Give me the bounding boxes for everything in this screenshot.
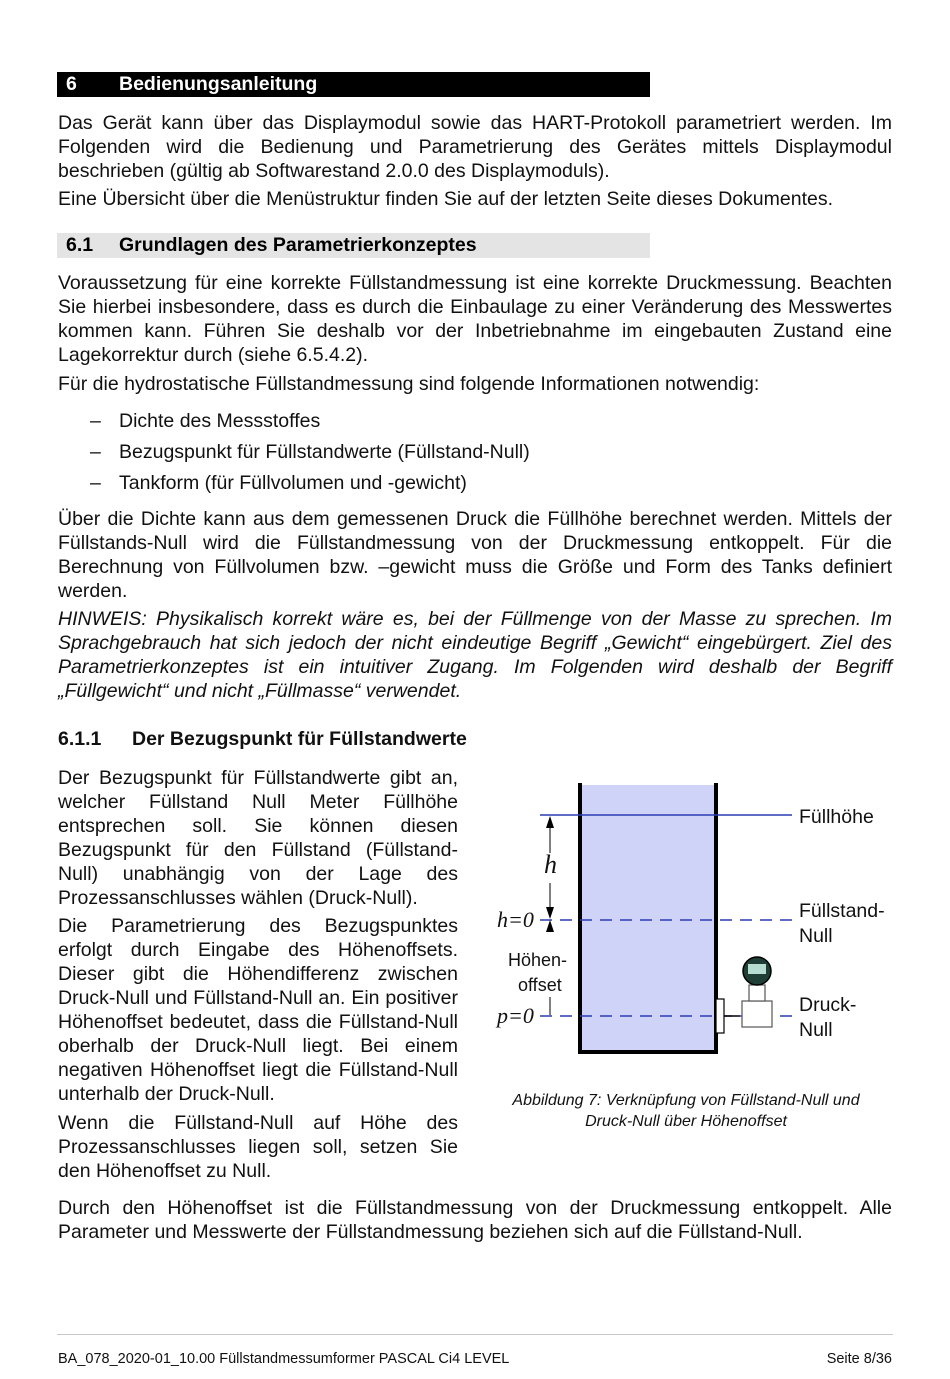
- transmitter-body: [742, 1001, 772, 1027]
- footer-page-number: Seite 8/36: [826, 1351, 892, 1367]
- label-h: h: [544, 850, 557, 879]
- bezugspunkt-paragraph-3: Wenn die Füllstand-Null auf Höhe des Prozessanschlusses liegen soll, setzen Sie den Höhenoffset zu Null.: [58, 1112, 458, 1182]
- bullet-dash: –: [90, 441, 101, 463]
- figure-caption-line-2: Druck-Null über Höhenoffset: [585, 1113, 787, 1130]
- grundlagen-paragraph-3: Über die Dichte kann aus dem gemessenen Druck die Füllhöhe berechnet werden. Mittels der Füllstands-Null wird die Füllstandmessung von der Druckmessung entkoppelt. Für die Berechnung von Füllvolumen bzw. –gewicht muss die Größe und Form des Tanks definiert werden.: [58, 508, 892, 602]
- bezugspunkt-paragraph-2: Die Parametrierung des Bezugspunktes erfolgt durch Eingabe des Höhenoffsets. Dieser gibt die Höhendifferenz zwischen Druck-Null und Füllstand-Null an. Ein positiver Höhenoffset bedeutet, dass die Füllstand-Null oberhalb der Druck-Null liegt. Bei einem negativen Höhenoffset liegt die Füllstand-Null unterhalb der Druck-Null.: [58, 915, 458, 1105]
- tank-liquid: [582, 785, 714, 1051]
- transmitter-neck: [749, 985, 765, 1001]
- label-hoehenoffset-2: offset: [518, 975, 562, 995]
- list-item: [90, 409, 890, 433]
- flange: [716, 999, 724, 1033]
- subsection-number: 6.1: [66, 234, 94, 256]
- label-fuellstand-null-2: Null: [799, 925, 833, 947]
- subsubsection-heading: [58, 727, 658, 751]
- list-item: [90, 440, 890, 464]
- label-druck-null-2: Null: [799, 1019, 833, 1041]
- intro-paragraph-2: Eine Übersicht über die Menüstruktur finden Sie auf der letzten Seite dieses Dokumentes.: [58, 188, 834, 210]
- section-heading: [57, 72, 650, 97]
- section-number: 6: [66, 73, 77, 95]
- grundlagen-paragraph-2: Für die hydrostatische Füllstandmessung sind folgende Informationen notwendig:: [58, 373, 760, 395]
- display-screen: [748, 964, 766, 974]
- offset-arrowhead-up: [546, 920, 554, 932]
- label-druck-null-1: Druck-: [799, 994, 857, 1016]
- bezugspunkt-paragraph-1: Der Bezugspunkt für Füllstandwerte gibt an, welcher Füllstand Null Meter Füllhöhe entsprechen soll. Sie können diesen Bezugspunkt für den Füllstand (Füllstand-Null) unabhängig von der Lage des Prozessanschlusses wählen (Druck-Null).: [58, 767, 458, 909]
- footer-document-id: BA_078_2020-01_10.00 Füllstandmessumformer PASCAL Ci4 LEVEL: [58, 1351, 510, 1367]
- subsection-heading: [57, 233, 650, 258]
- intro-paragraph-1: Das Gerät kann über das Displaymodul sowie das HART-Protokoll parametriert werden. Im Folgenden wird die Bedienung und Parametrierung des Gerätes mittels Displaymodul beschrieben (gültig ab Softwarestand 2.0.0 des Displaymoduls).: [58, 112, 892, 182]
- h-arrowhead-down: [546, 907, 554, 919]
- label-fuellstand-null-1: Füllstand-: [799, 900, 885, 922]
- list-item-text: Bezugspunkt für Füllstandwerte (Füllstand-Null): [119, 441, 530, 463]
- subsubsection-title: Der Bezugspunkt für Füllstandwerte: [132, 728, 467, 750]
- bullet-dash: –: [90, 410, 101, 432]
- subsection-title: Grundlagen des Parametrierkonzeptes: [119, 234, 477, 256]
- grundlagen-paragraph-1: Voraussetzung für eine korrekte Füllstandmessung ist eine korrekte Druckmessung. Beachten Sie hierbei insbesondere, dass es durch die Einbaulage zu einer Veränderung des Messwertes kommen kann. Führen Sie deshalb vor der Inbetriebnahme im eingebauten Zustand eine Lagekorrektur durch (siehe 6.5.4.2).: [58, 272, 892, 366]
- subsubsection-number: 6.1.1: [58, 728, 102, 750]
- label-h-equals-zero: h=0: [497, 907, 534, 932]
- label-p-equals-zero: p=0: [497, 1003, 534, 1028]
- list-item: [90, 471, 890, 495]
- list-item-text: Dichte des Messstoffes: [119, 410, 321, 432]
- bezugspunkt-paragraph-4: Durch den Höhenoffset ist die Füllstandmessung von der Druckmessung entkoppelt. Alle Parameter und Messwerte der Füllstandmessung beziehen sich auf die Füllstand-Null.: [58, 1197, 892, 1243]
- bullet-dash: –: [90, 472, 101, 494]
- footer-divider: [57, 1334, 893, 1335]
- h-arrowhead-up: [546, 816, 554, 828]
- label-hoehenoffset-1: Höhen-: [508, 950, 568, 970]
- figure-caption-line-1: Abbildung 7: Verknüpfung von Füllstand-Null und: [512, 1092, 860, 1109]
- list-item-text: Tankform (für Füllvolumen und -gewicht): [119, 472, 467, 494]
- hinweis-note: HINWEIS: Physikalisch korrekt wäre es, bei der Füllmenge von der Masse zu sprechen. Im Sprachgebrauch hat sich jedoch der nicht eindeutige Begriff „Gewicht“ eingebürgert. Ziel des Parametrierkonzeptes ist ein intuitiver Zugang. Im Folgenden wird deshalb der Begriff „Füllgewicht“ und nicht „Füllmasse“ verwendet.: [58, 608, 892, 702]
- section-title: Bedienungsanleitung: [119, 73, 318, 95]
- label-fuellhoehe: Füllhöhe: [799, 806, 874, 828]
